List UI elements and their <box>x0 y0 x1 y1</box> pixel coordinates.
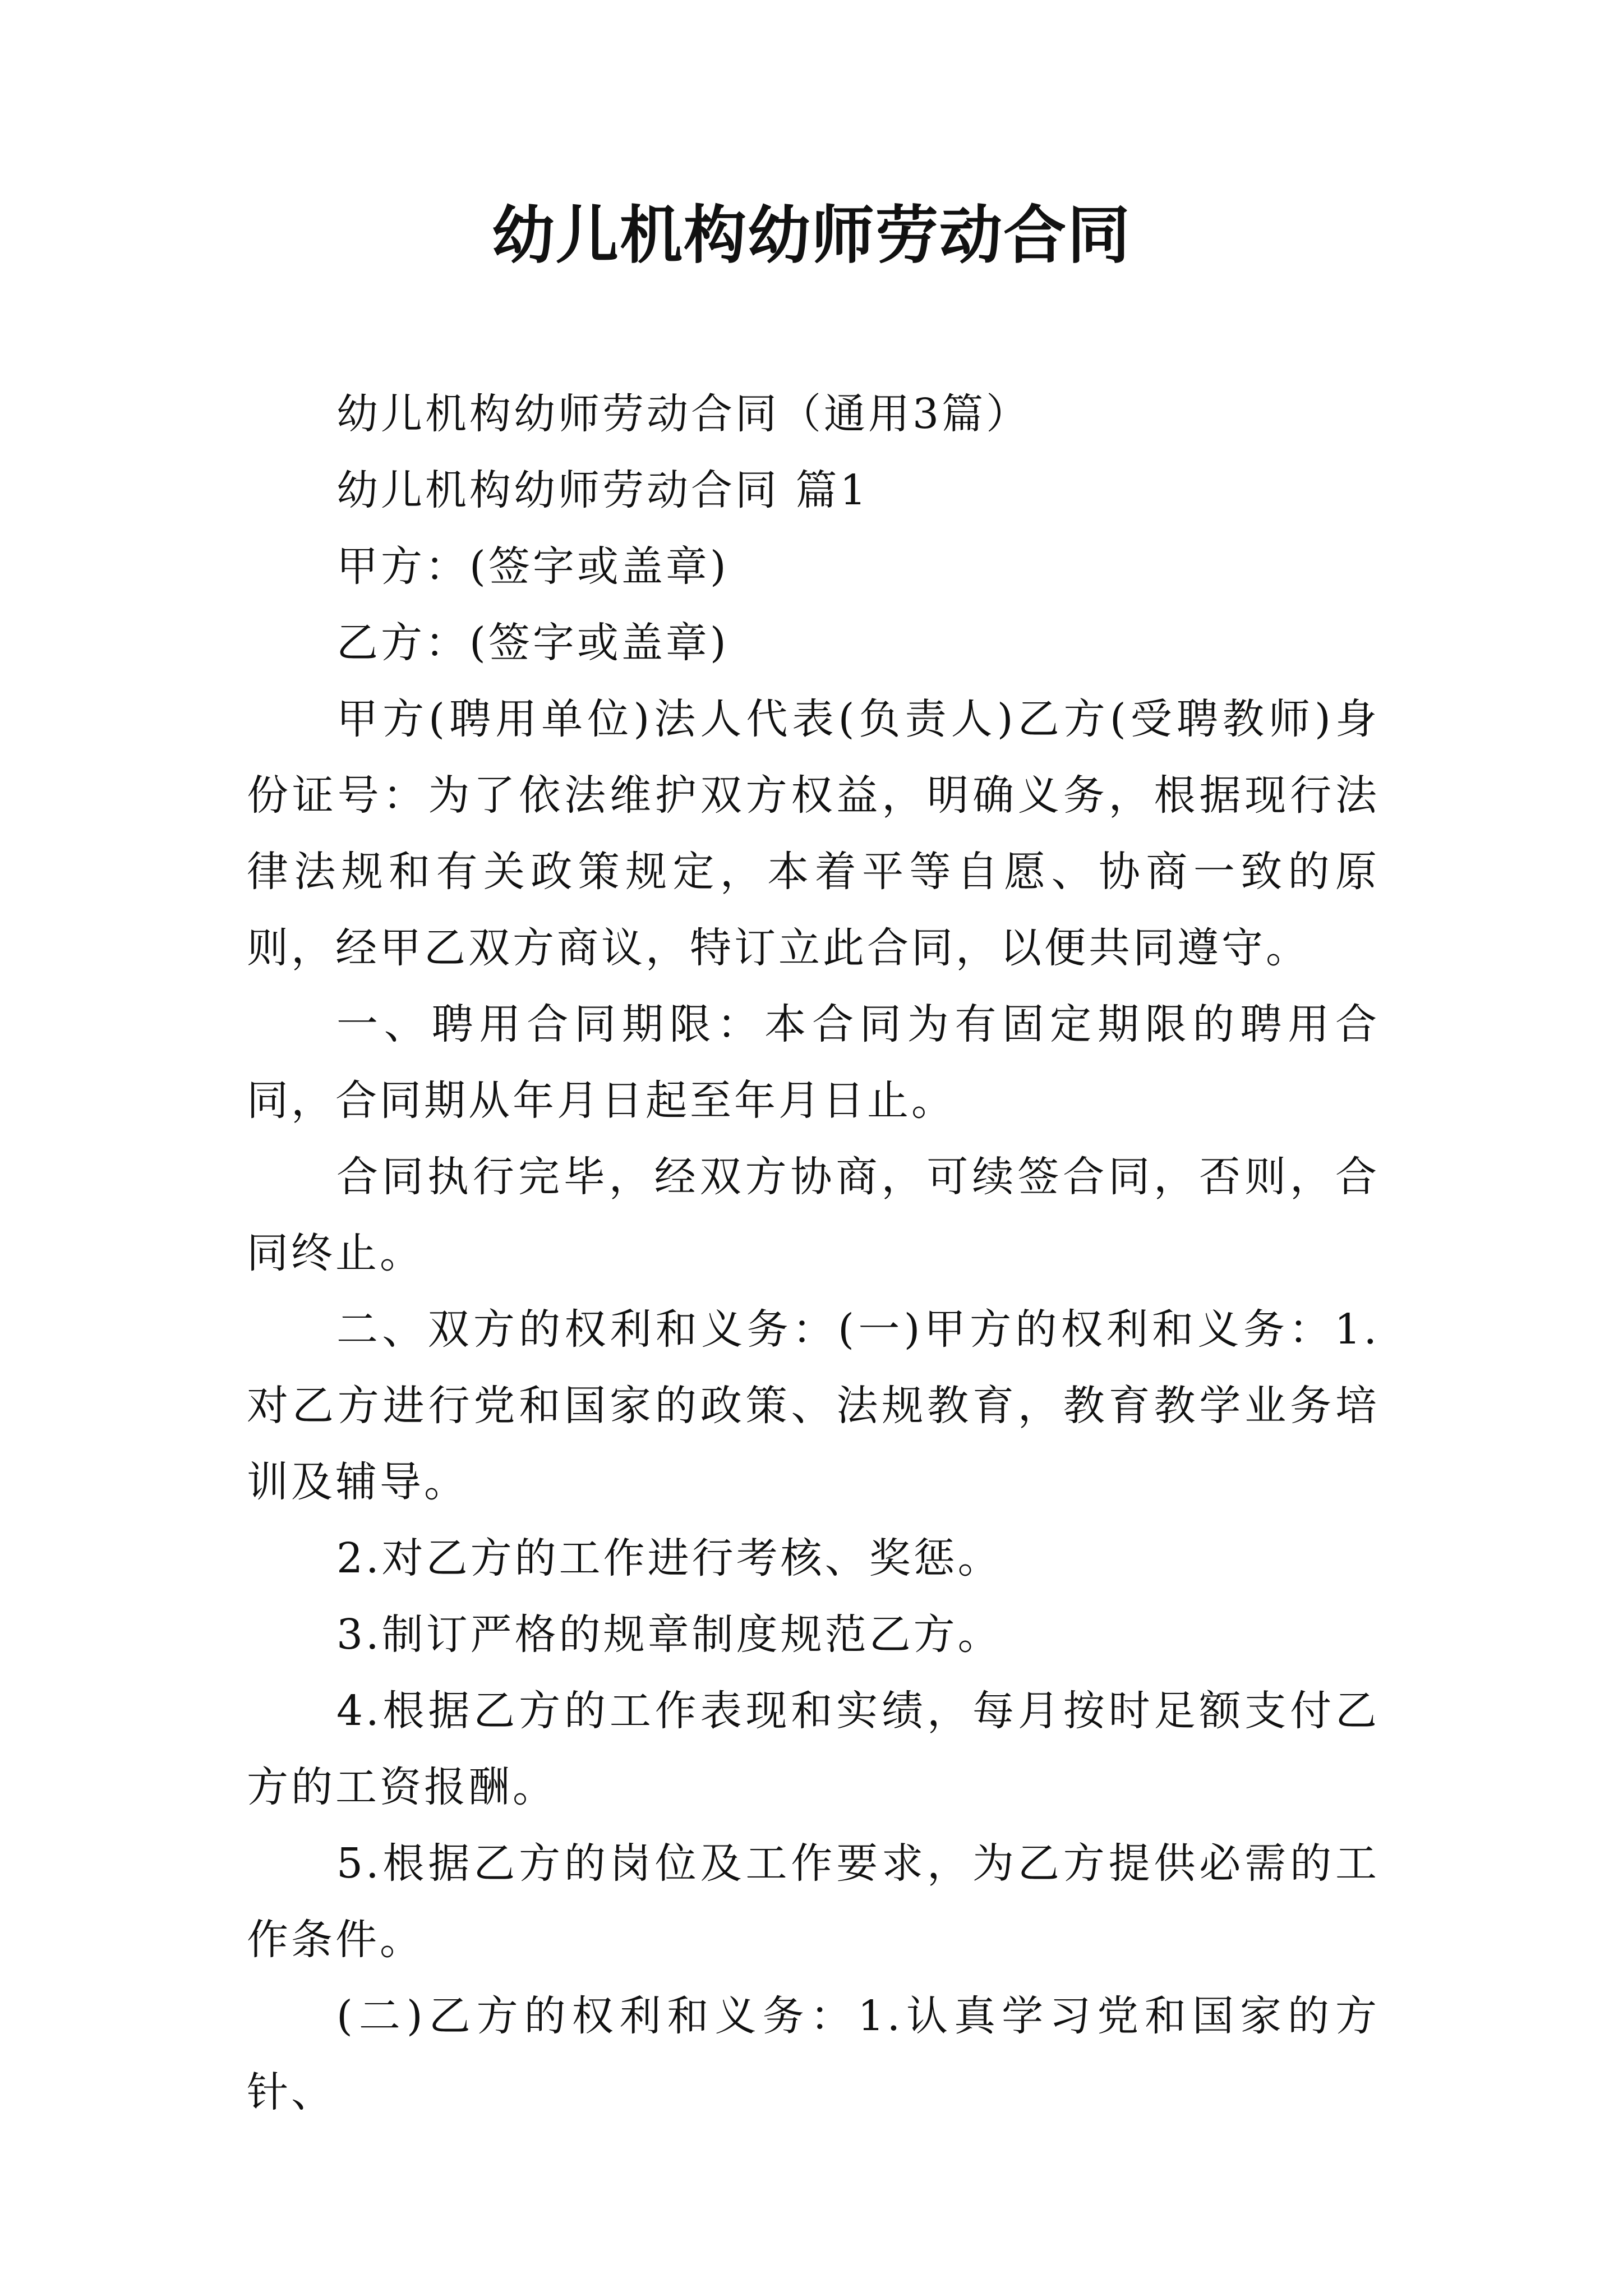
paragraph-preamble: 甲方(聘用单位)法人代表(负责人)乙方(受聘教师)身份证号：为了依法维护双方权益，明确义务，根据现行法律法规和有关政策规定，本着平等自愿、协商一致的原则，经甲乙双方商议，特订立此合同，以便共同遵守。 <box>247 695 1380 972</box>
paragraph-item-3: 3.制订严格的规章制度规范乙方。 <box>336 1611 1002 1659</box>
paragraph-term: 一、聘用合同期限：本合同为有固定期限的聘用合同，合同期从年月日起至年月日止。 <box>247 1000 1380 1125</box>
paragraph-party-b: 乙方：(签字或盖章) <box>336 619 729 667</box>
document-title: 幼儿机构幼师劳动合同 <box>492 199 1131 272</box>
paragraph-section-heading: 幼儿机构幼师劳动合同 篇1 <box>336 466 869 514</box>
paragraph-item-4: 4.根据乙方的工作表现和实绩，每月按时足额支付乙方的工资报酬。 <box>247 1687 1380 1811</box>
paragraph-rights-b: (二)乙方的权利和义务：1.认真学习党和国家的方针、 <box>247 1992 1380 2116</box>
paragraph-rights-a: 二、双方的权利和义务：(一)甲方的权利和义务：1.对乙方进行党和国家的政策、法规教育，教育教学业务培训及辅导。 <box>247 1305 1380 1506</box>
paragraph-party-a: 甲方：(签字或盖章) <box>336 542 729 591</box>
document-body <box>247 376 1380 2131</box>
paragraph-subtitle: 幼儿机构幼师劳动合同（通用3篇） <box>336 390 1031 438</box>
paragraph-item-5: 5.根据乙方的岗位及工作要求，为乙方提供必需的工作条件。 <box>247 1839 1380 1964</box>
paragraph-renewal: 合同执行完毕，经双方协商，可续签合同，否则，合同终止。 <box>247 1153 1380 1277</box>
paragraph-item-2: 2.对乙方的工作进行考核、奖惩。 <box>336 1534 1002 1582</box>
